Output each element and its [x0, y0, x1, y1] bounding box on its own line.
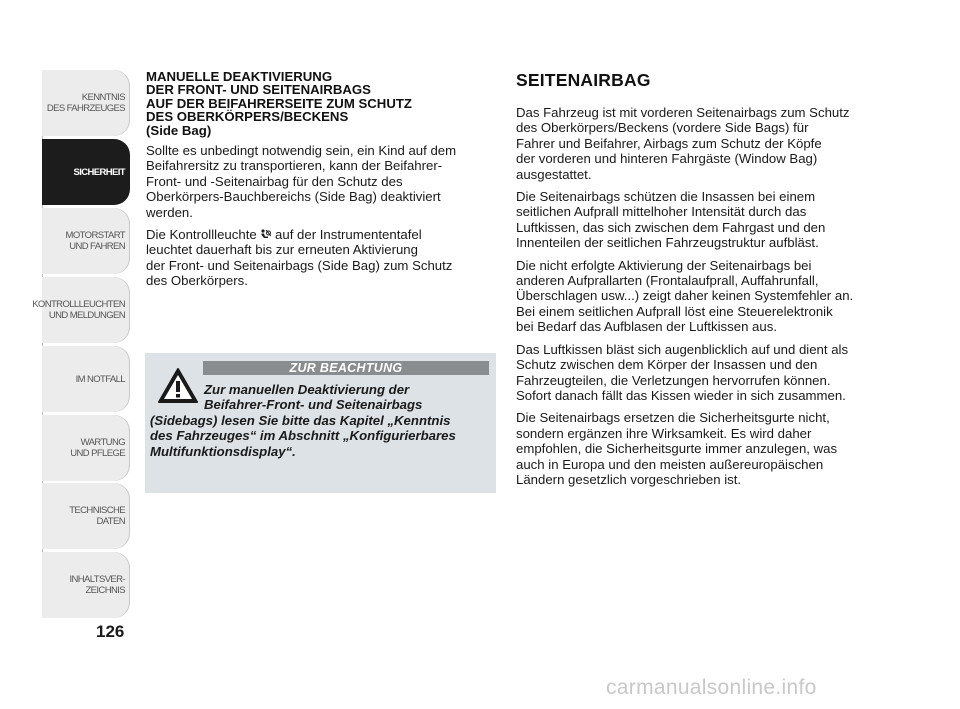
text-line: sondern ergänzen ihre Wirksamkeit. Es wird daher [516, 425, 812, 441]
text-line: der vorderen und hinteren Fahrgäste (Window Bag) [516, 151, 818, 167]
text-line: (Sidebags) lesen Sie bitte das Kapitel „Kenntnis [150, 412, 451, 428]
heading-line: DER FRONT- UND SEITENAIRBAGS [146, 82, 371, 98]
deactivation-heading [146, 70, 496, 137]
text-line: auch in Europa und den meisten außereuropäischen [516, 456, 824, 472]
sidebar-tab-5[interactable]: IM NOTFALL [42, 346, 130, 412]
sidebar-tab-4[interactable]: KONTROLLLEUCHTEN UND MELDUNGEN [42, 277, 130, 343]
side-airbag-section [516, 70, 872, 494]
sidebar-tab-3[interactable]: MOTORSTART UND FAHREN [42, 208, 130, 274]
text-line: Beifahrer-Front- und Seitenairbags [204, 397, 423, 413]
body-paragraph [516, 189, 872, 251]
text-line: Oberkörpers-Bauchbereichs (Side Bag) deaktiviert [146, 189, 441, 205]
text-line: Das Fahrzeug ist mit vorderen Seitenairbags zum Schutz [516, 105, 850, 120]
body-paragraph [516, 258, 872, 335]
text-line: Innenteilen der seitlichen Fahrzeugstruktur aufbläst. [516, 235, 819, 251]
page-number: 126 [96, 622, 125, 641]
text-line: empfohlen, die Sicherheitsgurte immer anzulegen, was [516, 441, 838, 457]
text-line: Sollte es unbedingt notwendig sein, ein Kind auf dem [146, 143, 457, 159]
text-line: der Front- und Seitenairbags (Side Bag) zum Schutz [146, 257, 453, 273]
sidebar-tab-8[interactable]: INHALTSVER- ZEICHNIS [42, 552, 130, 618]
text-line: Die Seitenairbags schützen die Insassen bei einem [516, 189, 816, 205]
text-line: seitlichen Aufprall mittelhoher Intensität durch das [516, 204, 807, 220]
body-paragraph [516, 105, 872, 182]
text-line: des Fahrzeuges“ im Abschnitt „Konfigurierbares [150, 428, 456, 444]
text-line: Front- und -Seitenairbag für den Schutz des [146, 173, 403, 189]
text-line: ausgestattet. [516, 166, 592, 182]
deactivation-section [146, 70, 496, 296]
text-line: Ländern gesetzlich vorgeschrieben ist. [516, 471, 742, 487]
warning-text [150, 382, 492, 459]
text-line: Sofort danach fällt das Kissen wieder in sich zusammen. [516, 387, 846, 403]
body-paragraph [516, 342, 872, 404]
heading-line: MANUELLE DEAKTIVIERUNG [146, 69, 333, 84]
warning-banner: ZUR BEACHTUNG [203, 361, 489, 375]
text-line: des Oberkörpers. [146, 273, 248, 289]
text-line: bei Bedarf das Aufblasen der Luftkissen aus. [516, 319, 777, 335]
text-line: Multifunktionsdisplay“. [150, 443, 296, 459]
text-line: Überschlagen usw...) zeigt daher keinen Systemfehler an. [516, 288, 854, 304]
text-line: Schutz zwischen dem Körper der Insassen und den [516, 357, 818, 373]
warning-light-text-start: Die Kontrollleuchte [146, 227, 261, 243]
watermark: carmanualsonline.info [606, 676, 817, 699]
text-line: leuchtet dauerhaft bis zur erneuten Aktivierung [146, 242, 418, 258]
sidebar-tab-2[interactable]: SICHERHEIT [42, 139, 130, 205]
text-line: Fahrzeugteilen, die Verletzungen hervorrufen können. [516, 372, 831, 388]
text-line: Luftkissen, das sich zwischen dem Fahrgast und den [516, 219, 826, 235]
text-line: Die nicht erfolgte Aktivierung der Seitenairbags bei [516, 257, 812, 273]
chapter-sidebar [0, 0, 132, 709]
text-line: Bei einem seitlichen Aufprall löst eine Steuerelektronik [516, 303, 833, 319]
airbag-off-icon [260, 227, 271, 242]
text-line: Das Luftkissen bläst sich augenblicklich auf und dient als [516, 341, 849, 357]
text-line: Die Seitenairbags ersetzen die Sicherheitsgurte nicht, [516, 410, 830, 426]
text-line: Zur manuellen Deaktivierung der [204, 382, 410, 397]
warning-light-text-mid: auf der Instrumententafel [271, 227, 422, 243]
text-line: anderen Aufprallarten (Frontalaufprall, Auffahrunfall, [516, 273, 819, 289]
heading-line: DES OBERKÖRPERS/BECKENS [146, 109, 349, 125]
warning-light-paragraph [146, 227, 496, 289]
heading-line: AUF DER BEIFAHRERSEITE ZUM SCHUTZ [146, 95, 412, 111]
sidebar-tab-7[interactable]: TECHNISCHE DATEN [42, 483, 130, 549]
text-line: Beifahrersitz zu transportieren, kann der Beifahrer- [146, 158, 443, 174]
text-line: des Oberkörpers/Beckens (vordere Side Bags) für [516, 120, 809, 136]
warning-note-box [145, 353, 496, 493]
sidebar-tab-1[interactable]: KENNTNIS DES FAHRZEUGES [42, 70, 130, 136]
body-paragraph [146, 143, 496, 220]
heading-line: (Side Bag) [146, 122, 212, 138]
sidebar-tab-6[interactable]: WARTUNG UND PFLEGE [42, 415, 130, 481]
body-paragraph [516, 410, 872, 487]
text-line: Fahrer und Beifahrer, Airbags zum Schutz der Köpfe [516, 135, 822, 151]
text-line: werden. [146, 204, 193, 220]
section-title: SEITENAIRBAG [516, 70, 651, 90]
